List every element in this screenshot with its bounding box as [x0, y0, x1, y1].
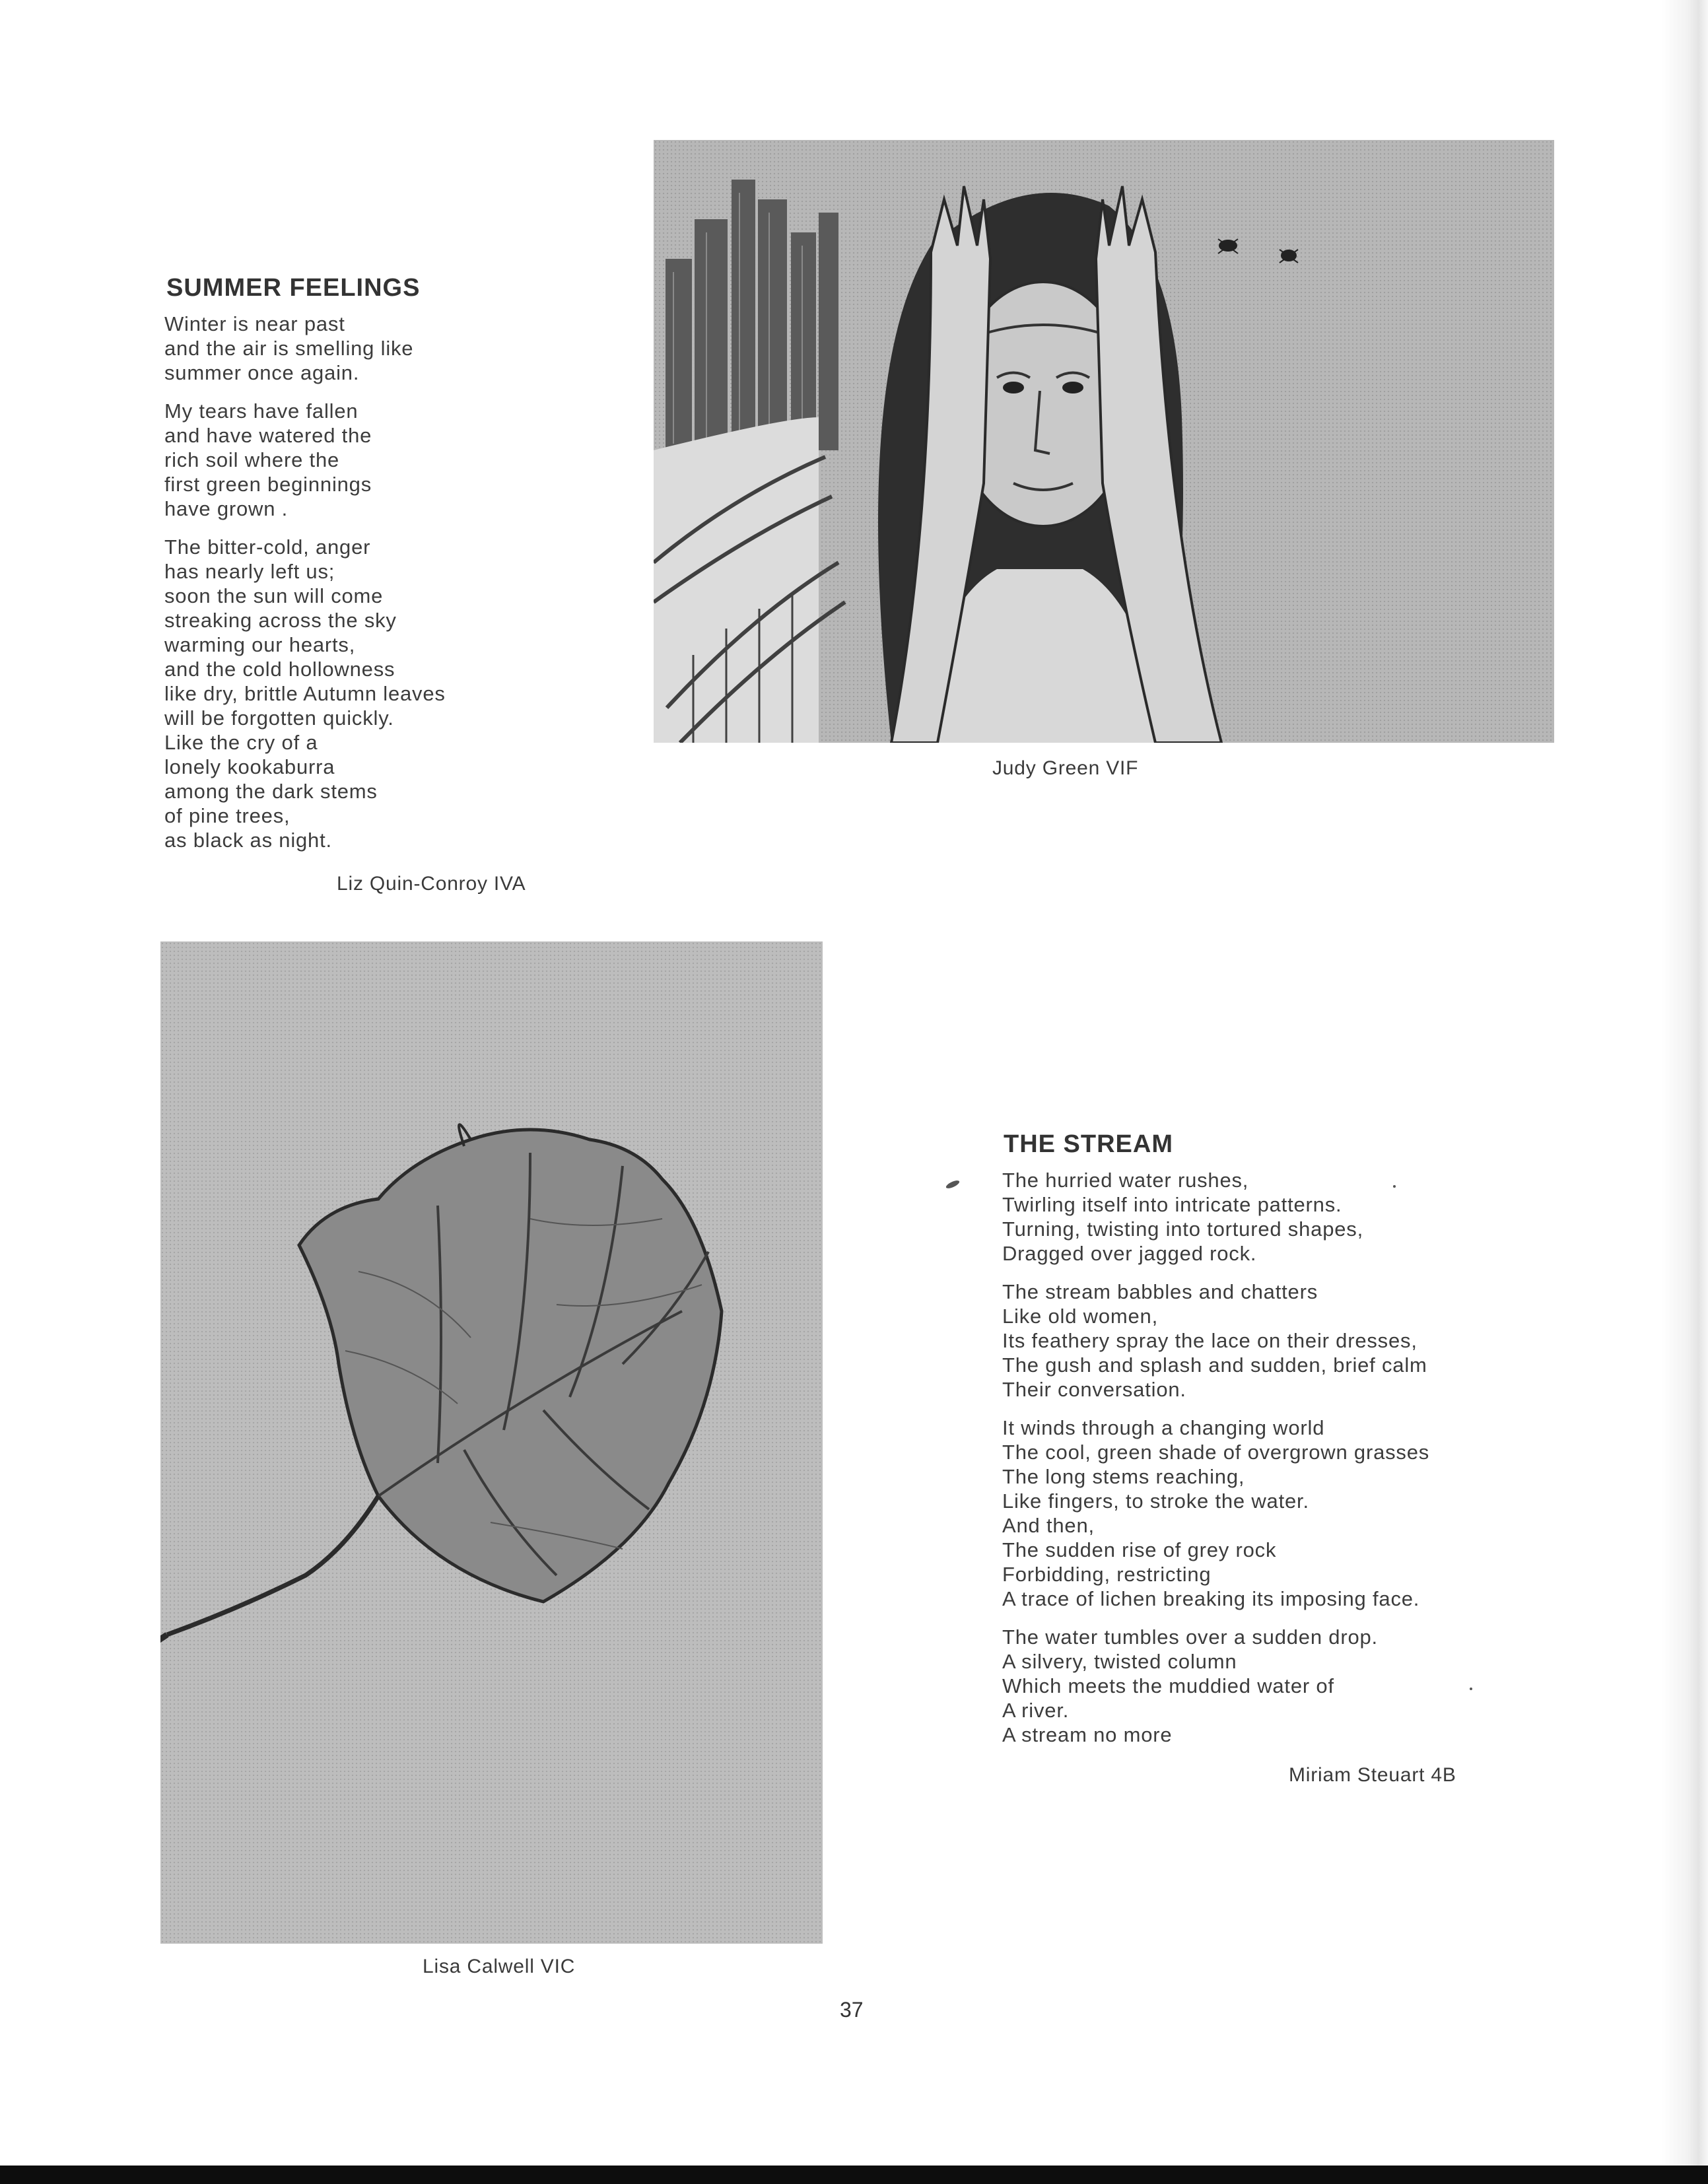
stanza: [164, 312, 446, 385]
poem-line: Twirling itself into intricate patterns.: [1002, 1193, 1342, 1216]
poem-line: A trace of lichen breaking its imposing face.: [1002, 1587, 1420, 1610]
poem-line: My tears have fallen: [164, 399, 359, 423]
leaf-drawing-icon: [160, 941, 823, 1944]
stanza: [1002, 1416, 1429, 1611]
poem-line: The long stems reaching,: [1002, 1465, 1245, 1488]
page-number: 37: [840, 1998, 864, 2022]
poem-line: Winter is near past: [164, 312, 345, 335]
poem-line: The sudden rise of grey rock: [1002, 1538, 1277, 1561]
poem-body: [1002, 1168, 1429, 1761]
poem-line: Turning, twisting into tortured shapes,: [1002, 1217, 1363, 1241]
poem-line: Dragged over jagged rock.: [1002, 1242, 1257, 1265]
poem-author: Miriam Steuart 4B: [1289, 1764, 1456, 1786]
stanza: [164, 399, 446, 521]
poem-line: warming our hearts,: [164, 633, 356, 656]
poem-line: A silvery, twisted column: [1002, 1650, 1237, 1673]
poem-line: Like fingers, to stroke the water.: [1002, 1489, 1309, 1513]
poem-line: The gush and splash and sudden, brief calm: [1002, 1353, 1427, 1377]
stanza: [164, 535, 446, 852]
stanza: [1002, 1280, 1429, 1402]
poem-line: Their conversation.: [1002, 1378, 1186, 1401]
artwork-credit: Judy Green VIF: [992, 757, 1139, 779]
poem-line: among the dark stems: [164, 780, 378, 803]
poem-body: [164, 312, 446, 866]
poem-author: Liz Quin-Conroy IVA: [337, 873, 526, 895]
poem-line: Like old women,: [1002, 1305, 1159, 1328]
poem-line: streaking across the sky: [164, 609, 397, 632]
poem-line: and the cold hollowness: [164, 658, 395, 681]
poem-line: It winds through a changing world: [1002, 1416, 1325, 1439]
poem-line: Its feathery spray the lace on their dresses,: [1002, 1329, 1418, 1352]
ink-speck: [1470, 1688, 1472, 1690]
poem-line: A river.: [1002, 1699, 1070, 1722]
poem-line: The stream babbles and chatters: [1002, 1280, 1318, 1303]
poem-line: And then,: [1002, 1514, 1095, 1537]
poem-line: A stream no more: [1002, 1723, 1173, 1746]
poem-title: SUMMER FEELINGS: [166, 274, 421, 302]
poem-line: will be forgotten quickly.: [164, 706, 394, 730]
poem-line: have grown .: [164, 497, 289, 520]
ink-speck: [945, 1179, 960, 1190]
poem-line: rich soil where the: [164, 448, 340, 471]
scan-bottom-strip: [0, 2166, 1708, 2184]
poem-line: lonely kookaburra: [164, 755, 335, 778]
poem-line: and the air is smelling like: [164, 337, 414, 360]
poem-line: The hurried water rushes,: [1002, 1169, 1249, 1192]
poem-line: and have watered the: [164, 424, 372, 447]
poem-line: Forbidding, restricting: [1002, 1563, 1212, 1586]
poem-line: first green beginnings: [164, 473, 372, 496]
stanza: [1002, 1168, 1429, 1266]
poem-line: of pine trees,: [164, 804, 290, 827]
poem-title: THE STREAM: [1004, 1130, 1173, 1158]
poem-line: Which meets the muddied water of: [1002, 1674, 1334, 1697]
portrait-city-drawing-icon: [654, 140, 1554, 743]
poem-line: The cool, green shade of overgrown grasses: [1002, 1441, 1430, 1464]
poem-line: soon the sun will come: [164, 584, 384, 607]
poem-line: like dry, brittle Autumn leaves: [164, 682, 446, 705]
artwork-credit: Lisa Calwell VIC: [423, 1956, 576, 1977]
poem-line: has nearly left us;: [164, 560, 335, 583]
page-binding-edge: [1662, 0, 1708, 2184]
poem-line: summer once again.: [164, 361, 360, 384]
stanza: [1002, 1625, 1429, 1747]
poem-line: as black as night.: [164, 829, 332, 852]
ink-speck: [1393, 1185, 1396, 1188]
poem-line: The bitter-cold, anger: [164, 535, 371, 559]
poem-line: Like the cry of a: [164, 731, 318, 754]
poem-line: The water tumbles over a sudden drop.: [1002, 1625, 1378, 1649]
